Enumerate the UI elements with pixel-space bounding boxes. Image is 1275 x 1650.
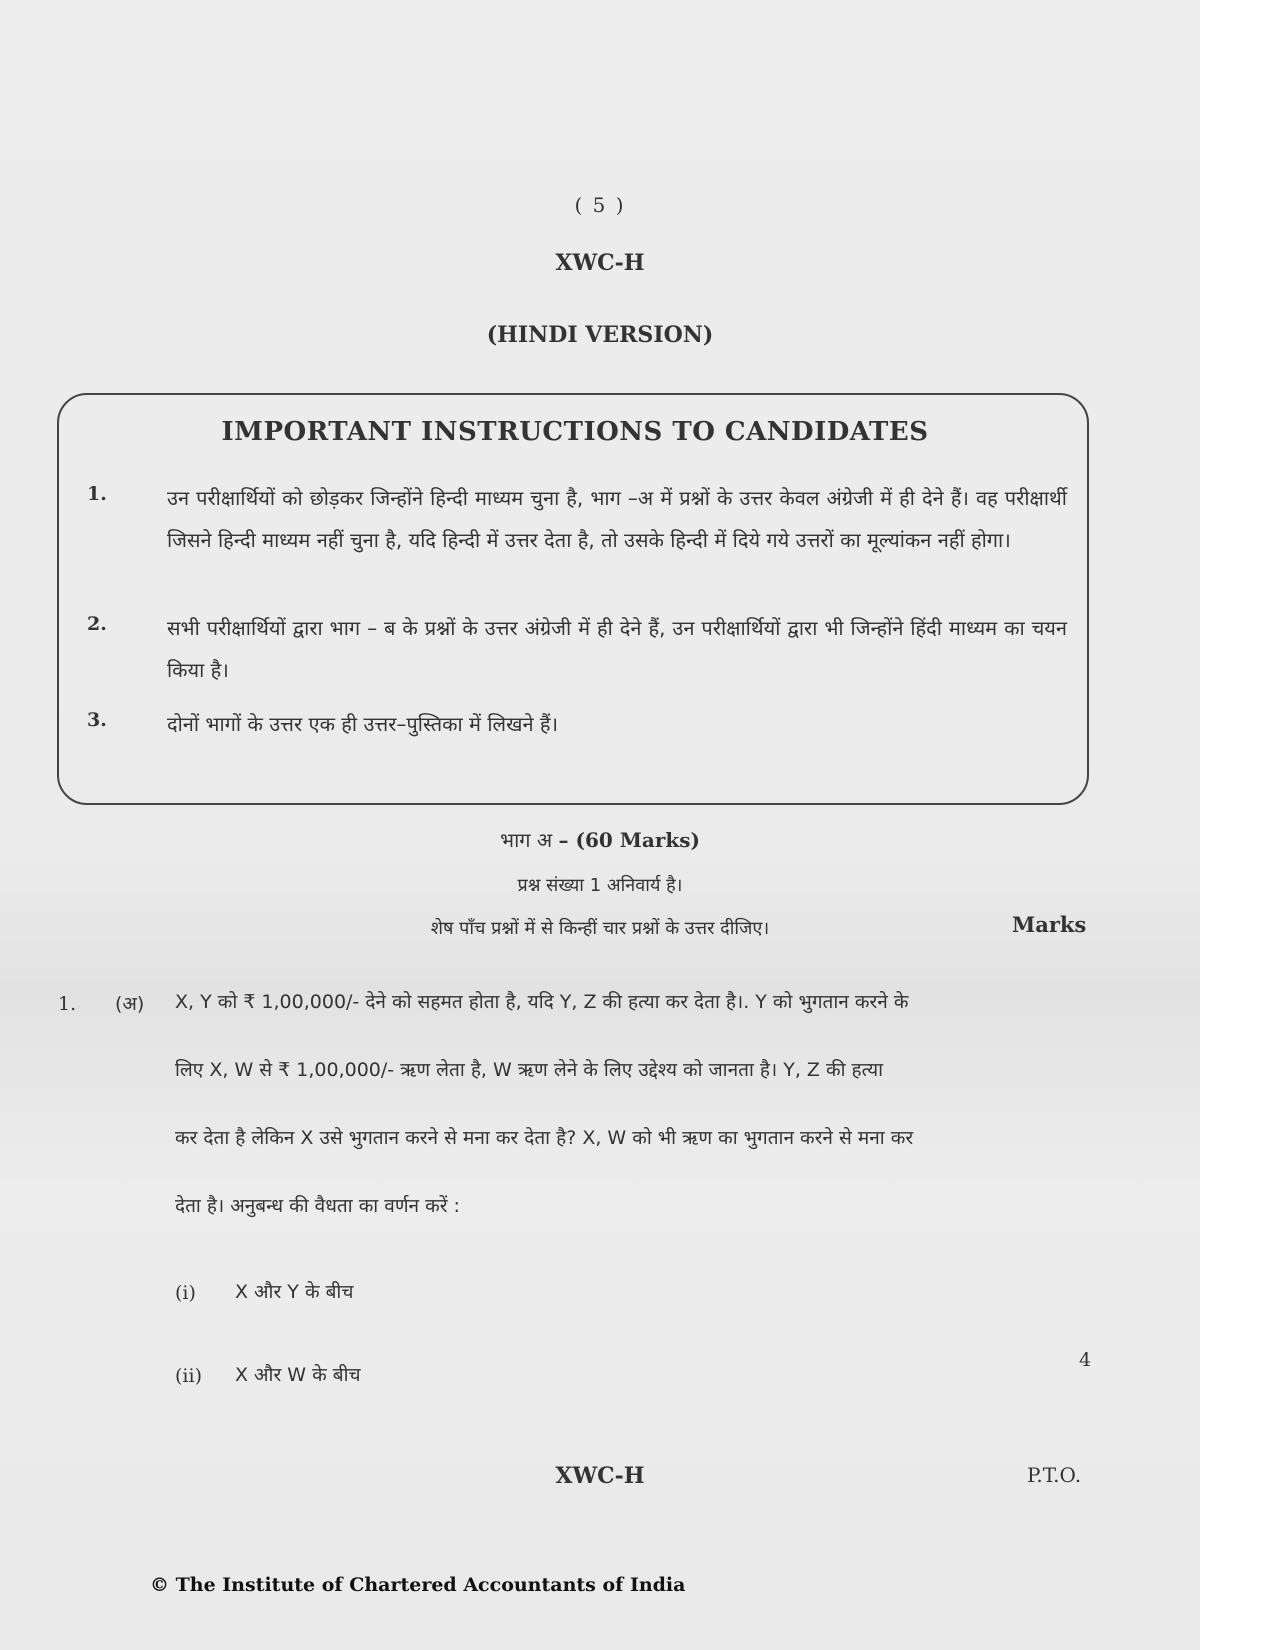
option-label: (ii)	[175, 1365, 202, 1387]
attempt-note: शेष पाँच प्रश्नों में से किन्हीं चार प्रश्नों के उत्तर दीजिए।	[430, 918, 770, 939]
part-marks: – (60 Marks)	[558, 828, 700, 852]
part-name: भाग अ	[500, 828, 553, 852]
question-line: कर देता है लेकिन X उसे भुगतान करने से मना कर देता है? X, W को भी ऋण का भुगतान करने से मना कर	[175, 1127, 914, 1149]
instruction-number: 2.	[87, 613, 107, 635]
question-number: 1.	[58, 993, 77, 1015]
instructions-title: IMPORTANT INSTRUCTIONS TO CANDIDATES	[221, 417, 929, 447]
question-line: लिए X, W से ₹ 1,00,000/- ऋण लेता है, W ऋण लेने के लिए उद्देश्य को जानता है। Y, Z की हत्या	[175, 1059, 884, 1081]
page-number: ( 5 )	[574, 193, 626, 217]
instructions-box	[57, 393, 1089, 805]
pto-label: P.T.O.	[1027, 1463, 1082, 1487]
instruction-number: 1.	[87, 483, 107, 505]
part-heading	[0, 826, 1200, 853]
page-margin-strip	[1200, 0, 1275, 1650]
paper-code-header: XWC-H	[555, 250, 645, 276]
option-label: (i)	[175, 1282, 196, 1304]
paper-code-footer: XWC-H	[555, 1463, 645, 1489]
instruction-text: सभी परीक्षार्थियों द्वारा भाग – ब के प्रश्नों के उत्तर अंग्रेजी में ही देने हैं, उन परीक्षार्थियों द्वारा भी जिन्होंने हिंदी माध्यम का चयन किया है।	[167, 616, 1067, 682]
version-label: (HINDI VERSION)	[486, 322, 714, 348]
instruction-text: दोनों भागों के उत्तर एक ही उत्तर–पुस्तिका में लिखने हैं।	[167, 712, 559, 736]
question-line: X, Y को ₹ 1,00,000/- देने को सहमत होता है, यदि Y, Z की हत्या कर देता है।. Y को भुगतान करने के	[175, 991, 909, 1013]
instruction-text: उन परीक्षार्थियों को छोड़कर जिन्होंने हिन्दी माध्यम चुना है, भाग –अ में प्रश्नों के उत्तर केवल अंग्रेजी में ही देने हैं। वह परीक्षार्थी जिसने हिन्दी माध्यम नहीं चुना है, यदि हिन्दी में उत्तर देता है, तो उसके हिन्दी में दिये गये उत्तरों का मूल्यांकन नहीं होगा।	[167, 486, 1067, 552]
compulsory-note: प्रश्न संख्या 1 अनिवार्य है।	[517, 875, 683, 896]
question-marks: 4	[1079, 1349, 1092, 1371]
option-text: X और Y के बीच	[235, 1281, 354, 1303]
marks-column-heading: Marks	[1012, 912, 1087, 937]
question-sub-label: (अ)	[115, 993, 145, 1015]
question-line: देता है। अनुबन्ध की वैधता का वर्णन करें :	[175, 1195, 460, 1217]
option-text: X और W के बीच	[235, 1364, 361, 1386]
instruction-number: 3.	[87, 709, 107, 731]
copyright-notice: © The Institute of Chartered Accountants of India	[150, 1574, 686, 1596]
